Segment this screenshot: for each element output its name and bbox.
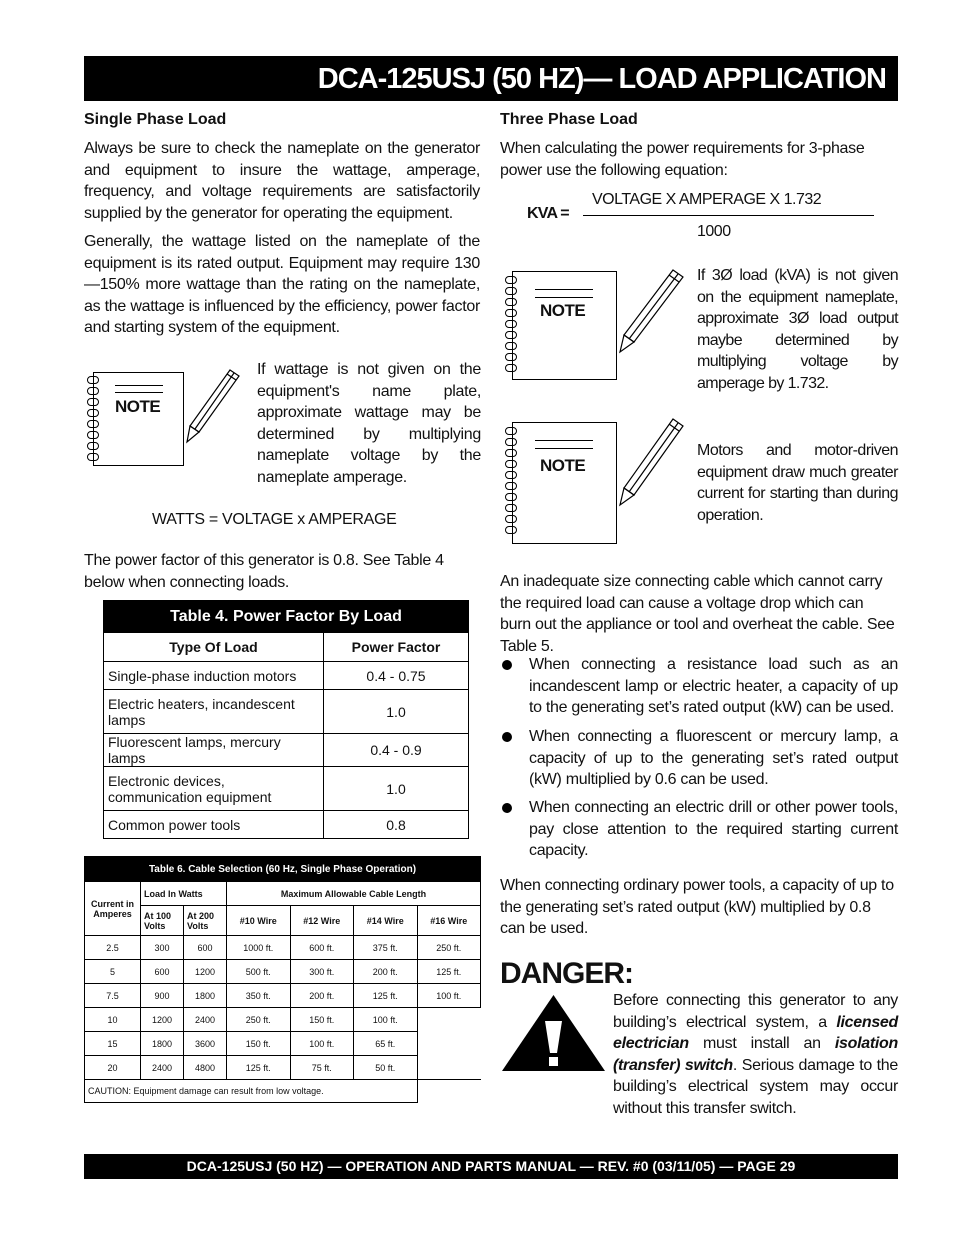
table6-cell: 1200 xyxy=(141,1008,184,1032)
table6-header-10wire: #10 Wire xyxy=(227,906,291,936)
danger-title: DANGER: xyxy=(500,957,633,990)
table6-cell: 150 ft. xyxy=(290,1008,354,1032)
table6-cell: 375 ft. xyxy=(354,936,418,960)
table6-cell: 50 ft. xyxy=(354,1056,418,1080)
table6-empty-cell xyxy=(417,1008,481,1032)
warning-icon xyxy=(500,993,607,1073)
danger-emphasis-electrician: licensed electrician xyxy=(613,1013,898,1052)
danger-text xyxy=(613,990,898,1119)
bullet-power-tools: When connecting an electric drill or other power tools, pay close attention to the required starting current capacity. xyxy=(529,799,898,859)
table6-cell: 250 ft. xyxy=(227,1008,291,1032)
table6-cell: 20 xyxy=(85,1056,141,1080)
table6-cell: 200 ft. xyxy=(290,984,354,1008)
table6-cell: 75 ft. xyxy=(290,1056,354,1080)
table6-cell: 2400 xyxy=(184,1008,227,1032)
table6-empty-cell xyxy=(417,1056,481,1080)
single-phase-para1: Always be sure to check the nameplate on the generator and equipment to insure the wattage, amperage, frequency, and voltage requirements are satisfactorily supplied by the generator for operating the equipment. xyxy=(84,140,480,222)
cable-text: An inadequate size connecting cable which cannot carry the required load can cause a voltage drop which can burn out the appliance or tool and overheat the cable. See Table 5. xyxy=(500,573,895,655)
table6-header-max: Maximum Allowable Cable Length xyxy=(227,882,481,906)
bullet-dot xyxy=(502,660,512,670)
table4-cell: 1.0 xyxy=(324,767,469,811)
table6-cell: 250 ft. xyxy=(417,936,481,960)
danger-text-part: Before connecting this generator to any building’s electrical system, a xyxy=(613,992,898,1031)
kva-label: KVA = xyxy=(527,205,569,222)
table6-header-current: Current in Amperes xyxy=(85,882,141,936)
table6-cell: 7.5 xyxy=(85,984,141,1008)
table-row xyxy=(85,1008,481,1032)
note-wattage-text: If wattage is not given on the equipment's name plate, approximate wattage may be determined by multiplying nameplate voltage by the nameplate amperage. xyxy=(257,361,481,486)
table6-cell: 600 xyxy=(141,960,184,984)
table4-cell: 0.8 xyxy=(324,811,469,839)
danger-text-part: must install an xyxy=(688,1035,835,1052)
table6-cell: 150 ft. xyxy=(227,1032,291,1056)
table6-cell: 5 xyxy=(85,960,141,984)
table6-cell: 300 ft. xyxy=(290,960,354,984)
watts-formula: WATTS = VOLTAGE x AMPERAGE xyxy=(152,511,397,528)
fraction-bar xyxy=(583,215,874,216)
note-box xyxy=(512,271,617,380)
note-label: NOTE xyxy=(540,456,586,475)
table6-cell: 125 ft. xyxy=(354,984,418,1008)
table6-cell: 1800 xyxy=(184,984,227,1008)
table6-header-12wire: #12 Wire xyxy=(290,906,354,936)
table6-header-100v: At 100 Volts xyxy=(141,906,184,936)
table4-cell: Electric heaters, incandescent lamps xyxy=(104,690,324,734)
note-3phase-text: If 3Ø load (kVA) is not given on the equipment nameplate, approximate 3Ø load output maybe determined by multiplying voltage by amperage by 1.732. xyxy=(697,267,898,392)
note-box xyxy=(512,422,617,544)
table-row xyxy=(104,734,469,767)
pencil-icon xyxy=(183,366,243,446)
table6-cell: 900 xyxy=(141,984,184,1008)
table6-cell: 125 ft. xyxy=(227,1056,291,1080)
table6-cell: 200 ft. xyxy=(354,960,418,984)
three-phase-intro: When calculating the power requirements for 3-phase power use the following equation: xyxy=(500,140,865,179)
table-row xyxy=(85,1032,481,1056)
note-label: NOTE xyxy=(540,301,586,320)
bullet-fluorescent-lamp: When connecting a fluorescent or mercury lamp, a capacity of up to the generating set’s rated output (kW) multiplied by 0.6 can be used. xyxy=(529,728,898,788)
bullet-resistance-load: When connecting a resistance load such as an incandescent lamp or electric heater, a capacity of up to the generating set’s rated output (kW) can be used. xyxy=(529,656,898,716)
page-title: DCA-125USJ (50 HZ)— LOAD APPLICATION xyxy=(84,56,898,101)
table-row xyxy=(85,1056,481,1080)
table6-cell: 1200 xyxy=(184,960,227,984)
table6-cell: 2.5 xyxy=(85,936,141,960)
power-factor-text: The power factor of this generator is 0.8. See Table 4 below when connecting loads. xyxy=(84,552,444,591)
table4-cell: Electronic devices, communication equipment xyxy=(104,767,324,811)
page-footer: DCA-125USJ (50 HZ) — OPERATION AND PARTS MANUAL — REV. #0 (03/11/05) — PAGE 29 xyxy=(84,1154,898,1179)
table6-cell: 100 ft. xyxy=(417,984,481,1008)
table6-cell: 2400 xyxy=(141,1056,184,1080)
bullet-dot xyxy=(502,732,512,742)
table4-caption: Table 4. Power Factor By Load xyxy=(104,601,469,633)
note-box xyxy=(93,372,184,466)
bullet-dot xyxy=(502,803,512,813)
table4-cell: Single-phase induction motors xyxy=(104,662,324,690)
table6-cell: 1000 ft. xyxy=(227,936,291,960)
table-row xyxy=(104,811,469,839)
table6-header-load: Load In Watts xyxy=(141,882,227,906)
note-motors-text: Motors and motor-driven equipment draw much greater current for starting than during operation. xyxy=(697,442,898,524)
single-phase-heading: Single Phase Load xyxy=(84,111,227,128)
table6-caption: Table 6. Cable Selection (60 Hz, Single Phase Operation) xyxy=(85,857,481,882)
table6-cell: 300 xyxy=(141,936,184,960)
table4-cell: 0.4 - 0.9 xyxy=(324,734,469,767)
table-row xyxy=(104,690,469,734)
table6-header-14wire: #14 Wire xyxy=(354,906,418,936)
table6-header-16wire: #16 Wire xyxy=(417,906,481,936)
table6-caution: CAUTION: Equipment damage can result from low voltage. xyxy=(85,1080,418,1103)
table6-cell: 15 xyxy=(85,1032,141,1056)
table6-cell: 600 xyxy=(184,936,227,960)
spiral-binding xyxy=(505,427,517,537)
power-factor-table xyxy=(103,600,469,839)
table6-cell: 10 xyxy=(85,1008,141,1032)
table-row xyxy=(85,936,481,960)
pencil-icon xyxy=(616,266,688,356)
table6-cell: 500 ft. xyxy=(227,960,291,984)
single-phase-para2: Generally, the wattage listed on the nameplate of the equipment is its rated output. Equipment may require 130—150% more wattage than the rating on the nameplate, as the wattage is influenced by the efficiency, power factor and starting system of the equipment. xyxy=(84,233,480,336)
table-row xyxy=(85,984,481,1008)
table6-cell: 125 ft. xyxy=(417,960,481,984)
table6-header-200v: At 200 Volts xyxy=(184,906,227,936)
table4-cell: 1.0 xyxy=(324,690,469,734)
table6-cell: 65 ft. xyxy=(354,1032,418,1056)
danger-text-part: . Serious damage to the building’s electrical system may occur without this transfer switch. xyxy=(613,1056,899,1117)
table6-cell: 1800 xyxy=(141,1032,184,1056)
table4-cell: 0.4 - 0.75 xyxy=(324,662,469,690)
table4-cell: Fluorescent lamps, mercury lamps xyxy=(104,734,324,767)
table6-cell: 4800 xyxy=(184,1056,227,1080)
pencil-icon xyxy=(616,415,688,510)
table6-cell: 100 ft. xyxy=(354,1008,418,1032)
danger-emphasis-switch: isolation (transfer) switch xyxy=(613,1035,898,1074)
table6-cell: 3600 xyxy=(184,1032,227,1056)
table4-header-type: Type Of Load xyxy=(104,633,324,662)
table6-cell: 100 ft. xyxy=(290,1032,354,1056)
table6-empty-cell xyxy=(417,1080,481,1103)
table-row xyxy=(85,960,481,984)
spiral-binding xyxy=(505,276,517,375)
table6-cell: 600 ft. xyxy=(290,936,354,960)
table-row xyxy=(104,662,469,690)
table6-cell: 350 ft. xyxy=(227,984,291,1008)
power-tools-text: When connecting ordinary power tools, a capacity of up to the generating set’s rated output (kW) multiplied by 0.8 can be used. xyxy=(500,877,894,937)
table4-header-pf: Power Factor xyxy=(324,633,469,662)
three-phase-heading: Three Phase Load xyxy=(500,111,638,128)
spiral-binding xyxy=(87,376,99,464)
note-label: NOTE xyxy=(115,397,161,416)
table6-empty-cell xyxy=(417,1032,481,1056)
kva-numerator: VOLTAGE X AMPERAGE X 1.732 xyxy=(592,191,822,208)
kva-denominator: 1000 xyxy=(697,223,731,240)
cable-selection-table xyxy=(84,856,481,1103)
table-row xyxy=(104,767,469,811)
table4-cell: Common power tools xyxy=(104,811,324,839)
